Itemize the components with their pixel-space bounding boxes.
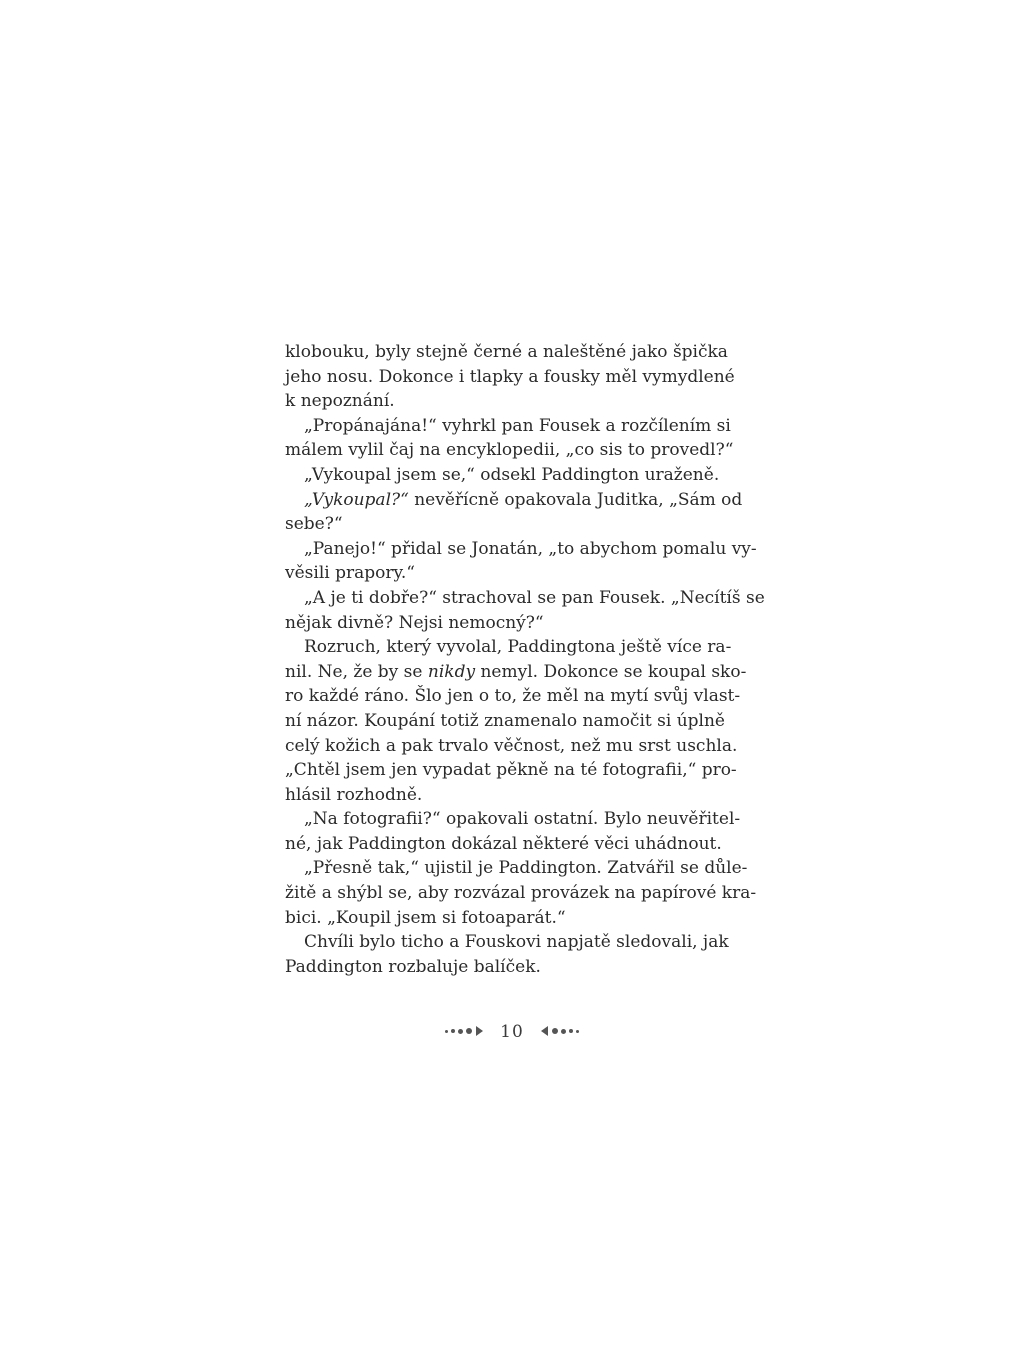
text-line: „Přesně tak,“ ujistil je Paddington. Zatvářil se důle- (304, 858, 748, 879)
text-fragment: nevěřícně opakovala Juditka, „Sám od (414, 489, 743, 510)
text-line: k nepoznání. (285, 391, 395, 412)
italic-word: nikdy (427, 661, 476, 682)
text-line: bici. „Koupil jsem si fotoaparát.“ (285, 907, 566, 928)
right-ornament-icon (541, 1018, 580, 1044)
text-line (285, 488, 743, 513)
text-line: né, jak Paddington dokázal některé věci uhádnout. (285, 833, 722, 854)
text-line: „Propánajána!“ vyhrkl pan Fousek a rozčílením si (304, 415, 731, 436)
text-line: Chvíli bylo ticho a Fouskovi napjatě sledovali, jak (304, 932, 729, 953)
text-line: „Na fotografii?“ opakovali ostatní. Bylo neuvěřitel- (304, 809, 741, 830)
text-line: „Panejo!“ přidal se Jonatán, „to abychom pomalu vy- (304, 538, 757, 559)
italic-word: „Vykoupal?“ (304, 489, 409, 510)
text-line: „Chtěl jsem jen vypadat pěkně na té fotografii,“ pro- (285, 760, 737, 781)
text-line: celý kožich a pak trvalo věčnost, než mu srst uschla. (285, 735, 738, 756)
page-number: 10 (500, 1022, 524, 1042)
text-line: nějak divně? Nejsi nemocný?“ (285, 612, 544, 633)
text-line: „A je ti dobře?“ strachoval se pan Fousek. „Necítíš se (304, 587, 765, 608)
text-line: „Vykoupal jsem se,“ odsekl Paddington uraženě. (304, 464, 720, 485)
text-line: klobouku, byly stejně černé a naleštěné jako špička (285, 342, 728, 362)
text-line: hlásil rozhodně. (285, 784, 423, 805)
page-footer (0, 1019, 1024, 1045)
text-fragment: nil. Ne, že by se (285, 661, 423, 682)
text-line: Rozruch, který vyvolal, Paddingtona ještě více ra- (304, 637, 732, 658)
text-line: ní názor. Koupání totiž znamenalo namočit si úplně (285, 710, 725, 731)
text-line: málem vylil čaj na encyklopedii, „co sis to provedl?“ (285, 440, 734, 461)
text-line: Paddington rozbaluje balíček. (285, 956, 541, 977)
text-fragment: nemyl. Dokonce se koupal sko- (480, 661, 747, 682)
left-ornament-icon (444, 1018, 483, 1044)
text-line: sebe?“ (285, 514, 343, 535)
text-line: ro každé ráno. Šlo jen o to, že měl na mytí svůj vlast- (285, 686, 741, 707)
body-text (285, 340, 765, 979)
text-line (285, 660, 747, 685)
text-line: věsili prapory.“ (285, 563, 415, 584)
text-line: žitě a shýbl se, aby rozvázal provázek na papírové kra- (285, 883, 757, 904)
text-line: jeho nosu. Dokonce i tlapky a fousky měl vymydlené (285, 366, 735, 387)
